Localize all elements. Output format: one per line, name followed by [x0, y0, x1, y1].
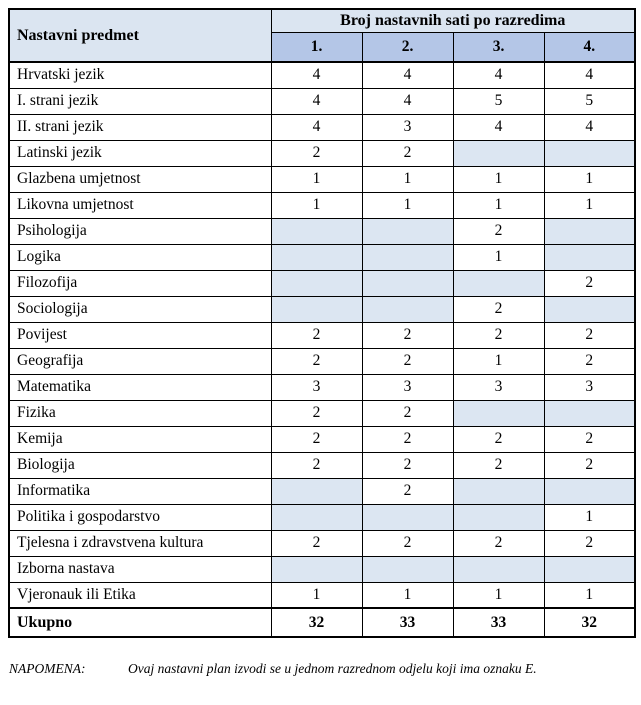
hours-cell: 1	[544, 582, 635, 608]
hours-cell: 2	[271, 400, 362, 426]
hours-cell: 4	[453, 114, 544, 140]
hours-cell: 2	[544, 452, 635, 478]
subject-cell: Logika	[9, 244, 271, 270]
hours-cell: 4	[271, 114, 362, 140]
total-label: Ukupno	[9, 608, 271, 637]
table-body	[9, 62, 635, 608]
empty-cell	[362, 296, 453, 322]
empty-cell	[453, 478, 544, 504]
hours-cell: 2	[453, 218, 544, 244]
table-row	[9, 478, 635, 504]
grade-header-cell: 3.	[453, 32, 544, 62]
total-hours-cell: 32	[271, 608, 362, 637]
empty-cell	[453, 270, 544, 296]
hours-cell: 2	[453, 322, 544, 348]
empty-cell	[362, 270, 453, 296]
empty-cell	[271, 270, 362, 296]
hours-cell: 4	[453, 62, 544, 88]
subject-cell: Tjelesna i zdravstvena kultura	[9, 530, 271, 556]
subject-cell: Filozofija	[9, 270, 271, 296]
subject-cell: Likovna umjetnost	[9, 192, 271, 218]
hours-cell: 3	[362, 114, 453, 140]
hours-cell: 2	[453, 426, 544, 452]
hours-cell: 1	[362, 192, 453, 218]
subject-cell: Geografija	[9, 348, 271, 374]
hours-cell: 2	[362, 426, 453, 452]
table-footer	[9, 608, 635, 637]
table-row	[9, 348, 635, 374]
hours-cell: 3	[271, 374, 362, 400]
empty-cell	[544, 140, 635, 166]
hours-cell: 2	[271, 530, 362, 556]
subject-cell: Kemija	[9, 426, 271, 452]
table-row	[9, 322, 635, 348]
hours-cell: 4	[544, 62, 635, 88]
footnote-text: Ovaj nastavni plan izvodi se u jednom razrednom odjelu koji ima oznaku E.	[128, 661, 537, 676]
hours-cell: 3	[544, 374, 635, 400]
subject-cell: Izborna nastava	[9, 556, 271, 582]
table-row	[9, 426, 635, 452]
table-row	[9, 296, 635, 322]
hours-cell: 2	[362, 348, 453, 374]
hours-cell: 4	[544, 114, 635, 140]
subject-cell: Matematika	[9, 374, 271, 400]
hours-cell: 2	[362, 530, 453, 556]
hours-cell: 2	[453, 530, 544, 556]
hours-cell: 2	[362, 452, 453, 478]
table-row	[9, 374, 635, 400]
hours-cell: 1	[362, 582, 453, 608]
grade-header-cell: 2.	[362, 32, 453, 62]
hours-cell: 2	[271, 348, 362, 374]
table-row	[9, 62, 635, 88]
hours-cell: 4	[271, 62, 362, 88]
group-header-row	[9, 9, 635, 32]
table-row	[9, 244, 635, 270]
hours-cell: 1	[453, 582, 544, 608]
empty-cell	[453, 400, 544, 426]
hours-cell: 4	[362, 62, 453, 88]
hours-cell: 1	[544, 504, 635, 530]
hours-cell: 4	[271, 88, 362, 114]
curriculum-table	[8, 8, 636, 638]
hours-cell: 3	[362, 374, 453, 400]
table-row	[9, 556, 635, 582]
hours-cell: 2	[544, 348, 635, 374]
empty-cell	[271, 556, 362, 582]
subject-cell: I. strani jezik	[9, 88, 271, 114]
subject-cell: II. strani jezik	[9, 114, 271, 140]
subject-cell: Vjeronauk ili Etika	[9, 582, 271, 608]
empty-cell	[362, 218, 453, 244]
empty-cell	[544, 296, 635, 322]
hours-cell: 2	[453, 296, 544, 322]
empty-cell	[362, 244, 453, 270]
hours-cell: 2	[362, 322, 453, 348]
empty-cell	[271, 478, 362, 504]
table-row	[9, 530, 635, 556]
hours-cell: 1	[271, 166, 362, 192]
empty-cell	[271, 296, 362, 322]
subject-cell: Hrvatski jezik	[9, 62, 271, 88]
subject-cell: Politika i gospodarstvo	[9, 504, 271, 530]
empty-cell	[544, 400, 635, 426]
hours-cell: 1	[271, 582, 362, 608]
subject-cell: Fizika	[9, 400, 271, 426]
empty-cell	[453, 140, 544, 166]
hours-cell: 4	[362, 88, 453, 114]
empty-cell	[453, 556, 544, 582]
empty-cell	[544, 218, 635, 244]
footnote-label: NAPOMENA:	[9, 661, 86, 676]
empty-cell	[271, 218, 362, 244]
subject-cell: Sociologija	[9, 296, 271, 322]
hours-cell: 1	[544, 192, 635, 218]
hours-cell: 1	[362, 166, 453, 192]
footnote	[9, 661, 635, 677]
hours-group-header: Broj nastavnih sati po razredima	[271, 9, 635, 32]
empty-cell	[544, 556, 635, 582]
table-row	[9, 582, 635, 608]
subject-cell: Psihologija	[9, 218, 271, 244]
hours-cell: 2	[271, 426, 362, 452]
grade-header-cell: 4.	[544, 32, 635, 62]
hours-cell: 2	[362, 140, 453, 166]
hours-cell: 1	[271, 192, 362, 218]
hours-cell: 5	[544, 88, 635, 114]
hours-cell: 2	[271, 322, 362, 348]
total-hours-cell: 33	[453, 608, 544, 637]
hours-cell: 2	[362, 400, 453, 426]
subject-column-header: Nastavni predmet	[9, 9, 271, 62]
hours-cell: 5	[453, 88, 544, 114]
table-row	[9, 88, 635, 114]
empty-cell	[271, 504, 362, 530]
subject-cell: Latinski jezik	[9, 140, 271, 166]
hours-cell: 2	[453, 452, 544, 478]
hours-cell: 2	[544, 426, 635, 452]
hours-cell: 2	[362, 478, 453, 504]
subject-cell: Povijest	[9, 322, 271, 348]
total-row	[9, 608, 635, 637]
table-row	[9, 218, 635, 244]
hours-cell: 1	[453, 348, 544, 374]
empty-cell	[271, 244, 362, 270]
empty-cell	[362, 504, 453, 530]
table-header	[9, 9, 635, 62]
table-row	[9, 114, 635, 140]
table-row	[9, 452, 635, 478]
hours-cell: 2	[544, 322, 635, 348]
subject-cell: Biologija	[9, 452, 271, 478]
empty-cell	[453, 504, 544, 530]
grade-header-cell: 1.	[271, 32, 362, 62]
empty-cell	[362, 556, 453, 582]
hours-cell: 1	[453, 166, 544, 192]
hours-cell: 1	[453, 244, 544, 270]
total-hours-cell: 32	[544, 608, 635, 637]
hours-cell: 1	[544, 166, 635, 192]
empty-cell	[544, 244, 635, 270]
table-row	[9, 400, 635, 426]
empty-cell	[544, 478, 635, 504]
hours-cell: 2	[271, 452, 362, 478]
table-row	[9, 504, 635, 530]
hours-cell: 3	[453, 374, 544, 400]
table-row	[9, 140, 635, 166]
table-row	[9, 166, 635, 192]
total-hours-cell: 33	[362, 608, 453, 637]
hours-cell: 1	[453, 192, 544, 218]
table-row	[9, 192, 635, 218]
subject-cell: Glazbena umjetnost	[9, 166, 271, 192]
table-row	[9, 270, 635, 296]
hours-cell: 2	[544, 530, 635, 556]
subject-cell: Informatika	[9, 478, 271, 504]
hours-cell: 2	[271, 140, 362, 166]
hours-cell: 2	[544, 270, 635, 296]
